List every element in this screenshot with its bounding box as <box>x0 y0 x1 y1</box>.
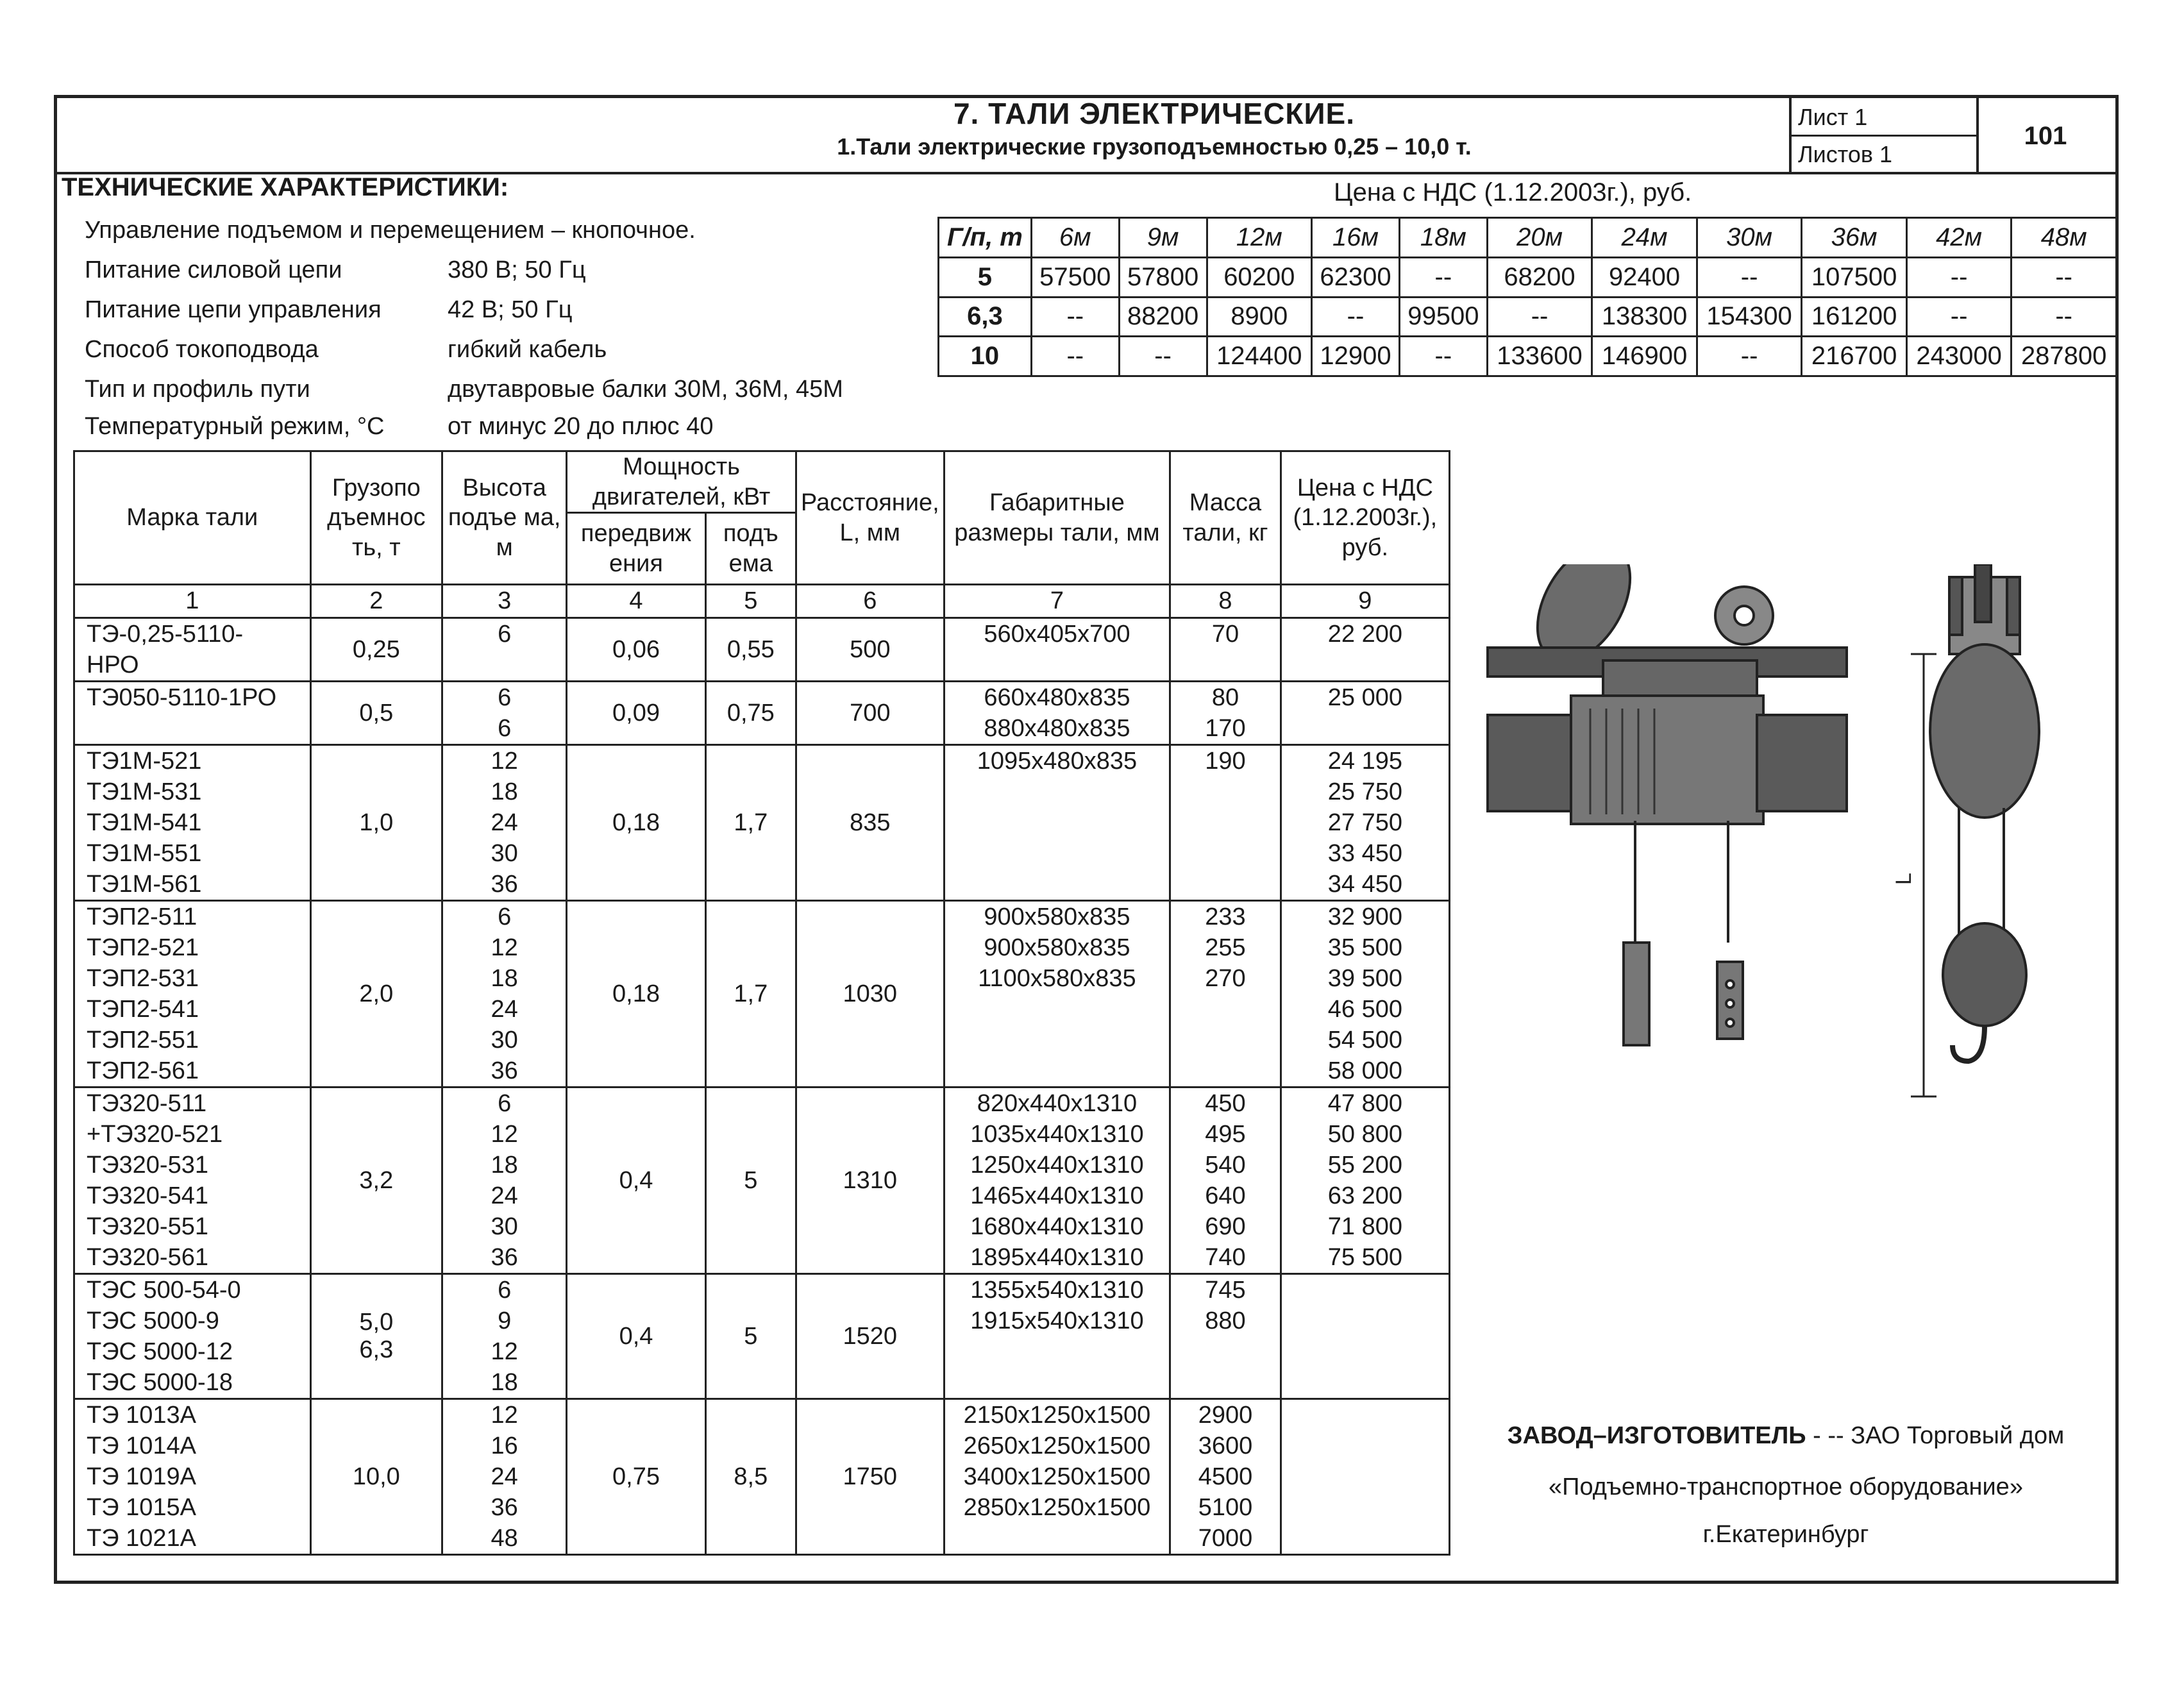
spec-label: Питание силовой цепи <box>85 256 342 283</box>
price-header-cell: 16м <box>1312 218 1400 258</box>
cell-mark-line: НРО <box>87 651 139 678</box>
manufacturer-name: «Подъемно-транспортное оборудование» <box>1549 1474 2023 1500</box>
cell-mass-line: 4500 <box>1198 1463 1253 1490</box>
cell-mark-line: ТЭ 1013А <box>87 1402 196 1429</box>
cell-power-move: 0,4 <box>567 1274 705 1399</box>
price-header-cell: 18м <box>1399 218 1487 258</box>
cell-mark-line: ТЭ320-531 <box>87 1152 208 1179</box>
cell-price <box>1281 901 1449 1088</box>
cell-mark <box>74 618 311 682</box>
cell-capacity: 3,2 <box>310 1088 442 1274</box>
cell-dims <box>944 618 1170 682</box>
cell-mass-line: 880 <box>1205 1307 1246 1334</box>
column-number: 7 <box>944 585 1170 618</box>
cell-mark-line: ТЭ1М-541 <box>87 809 202 836</box>
cell-dims <box>944 745 1170 901</box>
cell-price-line: 46 500 <box>1327 996 1402 1023</box>
cell-price-line: 34 450 <box>1327 871 1402 898</box>
column-number: 5 <box>705 585 796 618</box>
cell-height <box>442 618 567 682</box>
cell-price-line: 25 750 <box>1327 778 1402 805</box>
spec-control: Управление подъемом и перемещением – кнопочное. <box>85 217 696 244</box>
cell-dims-line: 3400x1250x1500 <box>963 1463 1151 1490</box>
cell-mark <box>74 1088 311 1274</box>
price-cell: 57500 <box>1031 257 1119 297</box>
cell-price <box>1281 618 1449 682</box>
header-power-move: передвиж ения <box>567 513 705 585</box>
cell-mass-line: 690 <box>1205 1213 1246 1240</box>
table-row <box>74 1088 1450 1274</box>
cell-height-line: 12 <box>491 1338 518 1365</box>
cell-price-line: 75 500 <box>1327 1244 1402 1271</box>
cell-power-move: 0,4 <box>567 1088 705 1274</box>
cell-height <box>442 682 567 745</box>
cell-mark-line: +ТЭ320-521 <box>87 1121 223 1148</box>
cell-height-line: 18 <box>491 778 518 805</box>
cell-mark-line: ТЭП2-511 <box>87 903 197 930</box>
cell-height <box>442 901 567 1088</box>
header-price: Цена с НДС (1.12.2003г.), руб. <box>1281 451 1449 585</box>
price-header-cell: 30м <box>1697 218 1802 258</box>
table-row <box>74 745 1450 901</box>
price-row <box>939 257 2117 297</box>
dimension-label: L <box>1892 873 1916 885</box>
cell-mark-line: ТЭ 1014А <box>87 1432 196 1459</box>
cell-power-move: 0,18 <box>567 901 705 1088</box>
column-number: 4 <box>567 585 705 618</box>
page-title: 7. ТАЛИ ЭЛЕКТРИЧЕСКИЕ. <box>953 97 1356 130</box>
price-row <box>939 297 2117 337</box>
cell-height-line: 36 <box>491 871 518 898</box>
cell-dims <box>944 1399 1170 1555</box>
cell-mark-line: ТЭ1М-521 <box>87 748 202 775</box>
price-table-header <box>939 218 2117 258</box>
cell-mark-line: ТЭП2-541 <box>87 996 199 1023</box>
cell-price <box>1281 1399 1449 1555</box>
price-cell: 133600 <box>1487 337 1592 376</box>
cell-height-line: 24 <box>491 1463 518 1490</box>
cell-height <box>442 1399 567 1555</box>
cell-mass-line: 495 <box>1205 1121 1246 1148</box>
price-cell: 124400 <box>1207 337 1312 376</box>
cell-mark-line: ТЭП2-551 <box>87 1027 199 1054</box>
price-header-cell: 9м <box>1119 218 1207 258</box>
cell-mark-line: ТЭС 500-54-0 <box>87 1277 241 1304</box>
header-height: Высота подъе ма, м <box>442 451 567 585</box>
cell-height-line: 30 <box>491 840 518 867</box>
cell-mass <box>1170 618 1281 682</box>
cell-distance: 835 <box>796 745 944 901</box>
cell-power-lift: 1,7 <box>705 901 796 1088</box>
cell-price-line: 22 200 <box>1327 621 1402 648</box>
cell-height <box>442 1274 567 1399</box>
cell-price-line: 71 800 <box>1327 1213 1402 1240</box>
sheet-label: Лист 1 <box>1798 104 1868 130</box>
cell-dims-line: 2850x1250x1500 <box>963 1494 1151 1521</box>
cell-mark-line: ТЭ 1021А <box>87 1525 196 1552</box>
price-header-cell: 6м <box>1031 218 1119 258</box>
cell-mark-line: ТЭ1М-561 <box>87 871 202 898</box>
cell-height-line: 30 <box>491 1027 518 1054</box>
cell-mark <box>74 682 311 745</box>
cell-dims-line: 2650x1250x1500 <box>963 1432 1151 1459</box>
cell-mass-line: 80 <box>1211 684 1239 711</box>
price-cell: 216700 <box>1802 337 1907 376</box>
cell-height-line: 6 <box>498 715 512 742</box>
cell-price-line: 33 450 <box>1327 840 1402 867</box>
cell-mass-line: 2900 <box>1198 1402 1253 1429</box>
cell-mass-line: 7000 <box>1198 1525 1253 1552</box>
cell-power-move: 0,09 <box>567 682 705 745</box>
price-cell: 138300 <box>1592 297 1697 337</box>
cell-capacity: 0,5 <box>310 682 442 745</box>
price-cell: -- <box>1697 337 1802 376</box>
cell-capacity: 0,25 <box>310 618 442 682</box>
cell-price-line: 55 200 <box>1327 1152 1402 1179</box>
cell-dims-line: 1465x440x1310 <box>970 1182 1144 1209</box>
manufacturer-company: ЗАО Торговый дом <box>1851 1422 2065 1449</box>
cell-power-lift: 5 <box>705 1088 796 1274</box>
price-cell: 243000 <box>1906 337 2012 376</box>
cell-mass-line: 70 <box>1211 621 1239 648</box>
column-number: 8 <box>1170 585 1281 618</box>
sheets-label: Листов 1 <box>1798 141 1892 167</box>
price-cell: 12900 <box>1312 337 1400 376</box>
cell-dims-line: 560x405x700 <box>984 621 1130 648</box>
cell-dims-line: 820x440x1310 <box>977 1090 1138 1117</box>
hoist-drawing <box>1475 564 2116 1141</box>
cell-distance: 1310 <box>796 1088 944 1274</box>
header-mass: Масса тали, кг <box>1170 451 1281 585</box>
price-cell: -- <box>1906 257 2012 297</box>
cell-price <box>1281 1274 1449 1399</box>
manufacturer-city: г.Екатеринбург <box>1702 1521 1869 1548</box>
manufacturer-line <box>1456 1422 2116 1450</box>
cell-dims <box>944 1088 1170 1274</box>
cell-distance: 500 <box>796 618 944 682</box>
specs-title: ТЕХНИЧЕСКИЕ ХАРАКТЕРИСТИКИ: <box>62 173 509 201</box>
price-cell: 107500 <box>1802 257 1907 297</box>
cell-dims-line: 880x480x835 <box>984 715 1130 742</box>
cell-price-line: 27 750 <box>1327 809 1402 836</box>
cell-mass-line: 255 <box>1205 934 1246 961</box>
price-header-cell: 12м <box>1207 218 1312 258</box>
hoist-front-view <box>1488 564 1847 1045</box>
price-cell: 68200 <box>1487 257 1592 297</box>
cell-mark-line: ТЭС 5000-12 <box>87 1338 233 1365</box>
cell-mass-line: 233 <box>1205 903 1246 930</box>
spec-label: Способ токоподвода <box>85 336 319 363</box>
spec-value: 42 В; 50 Гц <box>448 296 573 323</box>
cell-mark-line: ТЭ1М-551 <box>87 840 202 867</box>
price-table <box>937 217 2117 377</box>
cell-height-line: 16 <box>491 1432 518 1459</box>
cell-height-line: 18 <box>491 965 518 992</box>
cell-height-line: 36 <box>491 1494 518 1521</box>
price-cell: 99500 <box>1399 297 1487 337</box>
cell-height-line: 30 <box>491 1213 518 1240</box>
price-cell: 154300 <box>1697 297 1802 337</box>
cell-mass-line: 640 <box>1205 1182 1246 1209</box>
cell-height-line: 18 <box>491 1152 518 1179</box>
price-table-caption: Цена с НДС (1.12.2003г.), руб. <box>1334 178 1692 206</box>
cell-mark-line: ТЭ320-551 <box>87 1213 208 1240</box>
cell-distance: 1750 <box>796 1399 944 1555</box>
cell-power-lift: 0,75 <box>705 682 796 745</box>
spec-value: гибкий кабель <box>448 336 607 363</box>
price-cell: 6,3 <box>939 297 1032 337</box>
price-cell: -- <box>1487 297 1592 337</box>
cell-height-line: 6 <box>498 903 512 930</box>
cell-price <box>1281 745 1449 901</box>
price-cell: -- <box>2012 257 2117 297</box>
cell-height-line: 6 <box>498 684 512 711</box>
cell-mark <box>74 1274 311 1399</box>
cell-price-line: 50 800 <box>1327 1121 1402 1148</box>
cell-mass-line: 450 <box>1205 1090 1246 1117</box>
cell-dims <box>944 1274 1170 1399</box>
price-cell: -- <box>1399 337 1487 376</box>
cell-height-line: 6 <box>498 1277 512 1304</box>
sheet-box-mid <box>1976 95 1979 173</box>
column-number: 9 <box>1281 585 1449 618</box>
price-cell: 8900 <box>1207 297 1312 337</box>
cell-mass-line: 745 <box>1205 1277 1246 1304</box>
cell-mark-line: ТЭП2-561 <box>87 1057 199 1084</box>
header-dims: Габаритные размеры тали, мм <box>944 451 1170 585</box>
column-number: 2 <box>310 585 442 618</box>
cell-price-line: 54 500 <box>1327 1027 1402 1054</box>
table-row <box>74 901 1450 1088</box>
cell-price-line: 63 200 <box>1327 1182 1402 1209</box>
cell-height <box>442 745 567 901</box>
cell-dims-line: 1035x440x1310 <box>970 1121 1144 1148</box>
cell-capacity: 1,0 <box>310 745 442 901</box>
cell-mark <box>74 745 311 901</box>
cell-height-line: 48 <box>491 1525 518 1552</box>
cell-height-line: 24 <box>491 1182 518 1209</box>
cell-mass-line: 270 <box>1205 965 1246 992</box>
cell-distance: 1030 <box>796 901 944 1088</box>
cell-dims-line: 900x580x835 <box>984 934 1130 961</box>
cell-dims-line: 2150x1250x1500 <box>963 1402 1151 1429</box>
price-cell: 88200 <box>1119 297 1207 337</box>
cell-height-line: 18 <box>491 1369 518 1396</box>
cell-height-line: 6 <box>498 1090 512 1117</box>
cell-height-line: 36 <box>491 1244 518 1271</box>
cell-dims <box>944 682 1170 745</box>
cell-dims-line: 1250x440x1310 <box>970 1152 1144 1179</box>
price-cell: -- <box>1906 297 2012 337</box>
table-row <box>74 682 1450 745</box>
cell-mass-line: 5100 <box>1198 1494 1253 1521</box>
price-cell: 161200 <box>1802 297 1907 337</box>
cell-mass-line: 170 <box>1205 715 1246 742</box>
cell-distance: 1520 <box>796 1274 944 1399</box>
price-cell: 287800 <box>2012 337 2117 376</box>
page-subtitle: 1.Тали электрические грузоподъемностью 0,25 – 10,0 т. <box>837 133 1472 160</box>
cell-price-line: 25 000 <box>1327 684 1402 711</box>
cell-mass-line: 190 <box>1205 748 1246 775</box>
cell-dims-line: 1355x540x1310 <box>970 1277 1144 1304</box>
cell-price <box>1281 1088 1449 1274</box>
cell-mark <box>74 901 311 1088</box>
cell-height-line: 24 <box>491 996 518 1023</box>
price-cell: -- <box>1697 257 1802 297</box>
header-capacity: Грузопо дъемнос ть, т <box>310 451 442 585</box>
manufacturer-dashes: - -- <box>1806 1422 1851 1449</box>
cell-price-line: 24 195 <box>1327 748 1402 775</box>
cell-price <box>1281 682 1449 745</box>
price-row <box>939 337 2117 376</box>
column-number: 3 <box>442 585 567 618</box>
table-row <box>74 618 1450 682</box>
spec-label: Температурный режим, °С <box>85 413 385 440</box>
cell-price-line: 47 800 <box>1327 1090 1402 1117</box>
cell-capacity: 5,0 6,3 <box>310 1274 442 1399</box>
cell-height <box>442 1088 567 1274</box>
header-power: Мощность двигателей, кВт <box>567 451 796 513</box>
hoist-table <box>73 450 1450 1556</box>
cell-power-lift: 5 <box>705 1274 796 1399</box>
cell-capacity: 2,0 <box>310 901 442 1088</box>
header-mark: Марка тали <box>74 451 311 585</box>
cell-height-line: 12 <box>491 748 518 775</box>
cell-power-move: 0,06 <box>567 618 705 682</box>
cell-height-line: 12 <box>491 934 518 961</box>
price-cell: 146900 <box>1592 337 1697 376</box>
spec-value: 380 В; 50 Гц <box>448 256 586 283</box>
cell-power-move: 0,75 <box>567 1399 705 1555</box>
cell-height-line: 12 <box>491 1402 518 1429</box>
cell-mark-line: ТЭС 5000-9 <box>87 1307 219 1334</box>
header-distance: Расстояние, L, мм <box>796 451 944 585</box>
cell-mass <box>1170 682 1281 745</box>
price-header-cell: 42м <box>1906 218 2012 258</box>
price-cell: 57800 <box>1119 257 1207 297</box>
table-row <box>74 1274 1450 1399</box>
cell-mass <box>1170 1088 1281 1274</box>
price-cell: 60200 <box>1207 257 1312 297</box>
cell-price-line: 32 900 <box>1327 903 1402 930</box>
cell-mark-line: ТЭ 1019А <box>87 1463 196 1490</box>
cell-power-lift: 0,55 <box>705 618 796 682</box>
column-number: 6 <box>796 585 944 618</box>
cell-price-line: 39 500 <box>1327 965 1402 992</box>
column-number: 1 <box>74 585 311 618</box>
page-number: 101 <box>2024 122 2067 150</box>
hoist-side-view <box>1892 564 2039 1096</box>
cell-mass <box>1170 745 1281 901</box>
table-row <box>74 1399 1450 1555</box>
price-cell: 62300 <box>1312 257 1400 297</box>
cell-mark <box>74 1399 311 1555</box>
cell-height-line: 24 <box>491 809 518 836</box>
cell-mass-line: 3600 <box>1198 1432 1253 1459</box>
cell-power-lift: 1,7 <box>705 745 796 901</box>
price-cell: -- <box>1312 297 1400 337</box>
cell-dims <box>944 901 1170 1088</box>
cell-mass <box>1170 901 1281 1088</box>
header-power-lift: подъ ема <box>705 513 796 585</box>
cell-dims-line: 1915x540x1310 <box>970 1307 1144 1334</box>
cell-mark-line: ТЭП2-521 <box>87 934 199 961</box>
spec-value: двутавровые балки 30М, 36М, 45М <box>448 376 843 403</box>
sheet-box-left <box>1789 95 1792 173</box>
price-cell: 5 <box>939 257 1032 297</box>
cell-height-line: 9 <box>498 1307 512 1334</box>
cell-height-line: 36 <box>491 1057 518 1084</box>
cell-capacity: 10,0 <box>310 1399 442 1555</box>
cell-mark-line: ТЭ 1015А <box>87 1494 196 1521</box>
price-cell: -- <box>1031 337 1119 376</box>
price-header-cell: Г/п, т <box>939 218 1032 258</box>
cell-mass-line: 740 <box>1205 1244 1246 1271</box>
cell-height-line: 6 <box>498 621 512 648</box>
price-header-cell: 24м <box>1592 218 1697 258</box>
cell-dims-line: 900x580x835 <box>984 903 1130 930</box>
cell-mass <box>1170 1399 1281 1555</box>
price-cell: -- <box>1119 337 1207 376</box>
cell-price-line: 35 500 <box>1327 934 1402 961</box>
cell-mass <box>1170 1274 1281 1399</box>
spec-value: от минус 20 до плюс 40 <box>448 413 714 440</box>
cell-mark-line: ТЭ050-5110-1РО <box>87 684 277 711</box>
cell-dims-line: 1680x440x1310 <box>970 1213 1144 1240</box>
price-header-cell: 36м <box>1802 218 1907 258</box>
price-cell: -- <box>1031 297 1119 337</box>
cell-mark-line: ТЭ320-541 <box>87 1182 208 1209</box>
cell-price-line: 58 000 <box>1327 1057 1402 1084</box>
price-header-cell: 20м <box>1487 218 1592 258</box>
cell-mark-line: ТЭП2-531 <box>87 965 199 992</box>
cell-dims-line: 1095x480x835 <box>977 748 1138 775</box>
manufacturer-label: ЗАВОД–ИЗГОТОВИТЕЛЬ <box>1507 1422 1806 1449</box>
price-header-cell: 48м <box>2012 218 2117 258</box>
spec-label: Питание цепи управления <box>85 296 382 323</box>
cell-mark-line: ТЭ-0,25-5110- <box>87 621 244 648</box>
cell-dims-line: 1100x580x835 <box>978 965 1136 992</box>
price-cell: -- <box>2012 297 2117 337</box>
cell-dims-line: 660x480x835 <box>984 684 1130 711</box>
cell-mark-line: ТЭ320-561 <box>87 1244 208 1271</box>
cell-mark-line: ТЭС 5000-18 <box>87 1369 233 1396</box>
cell-dims-line: 1895x440x1310 <box>970 1244 1144 1271</box>
price-cell: -- <box>1399 257 1487 297</box>
sheet-box-split <box>1789 135 1976 137</box>
price-cell: 10 <box>939 337 1032 376</box>
price-cell: 92400 <box>1592 257 1697 297</box>
cell-distance: 700 <box>796 682 944 745</box>
cell-mark-line: ТЭ320-511 <box>87 1090 207 1117</box>
cell-power-move: 0,18 <box>567 745 705 901</box>
cell-power-lift: 8,5 <box>705 1399 796 1555</box>
cell-mass-line: 540 <box>1205 1152 1246 1179</box>
cell-mark-line: ТЭ1М-531 <box>87 778 202 805</box>
spec-label: Тип и профиль пути <box>85 376 310 403</box>
cell-height-line: 12 <box>491 1121 518 1148</box>
